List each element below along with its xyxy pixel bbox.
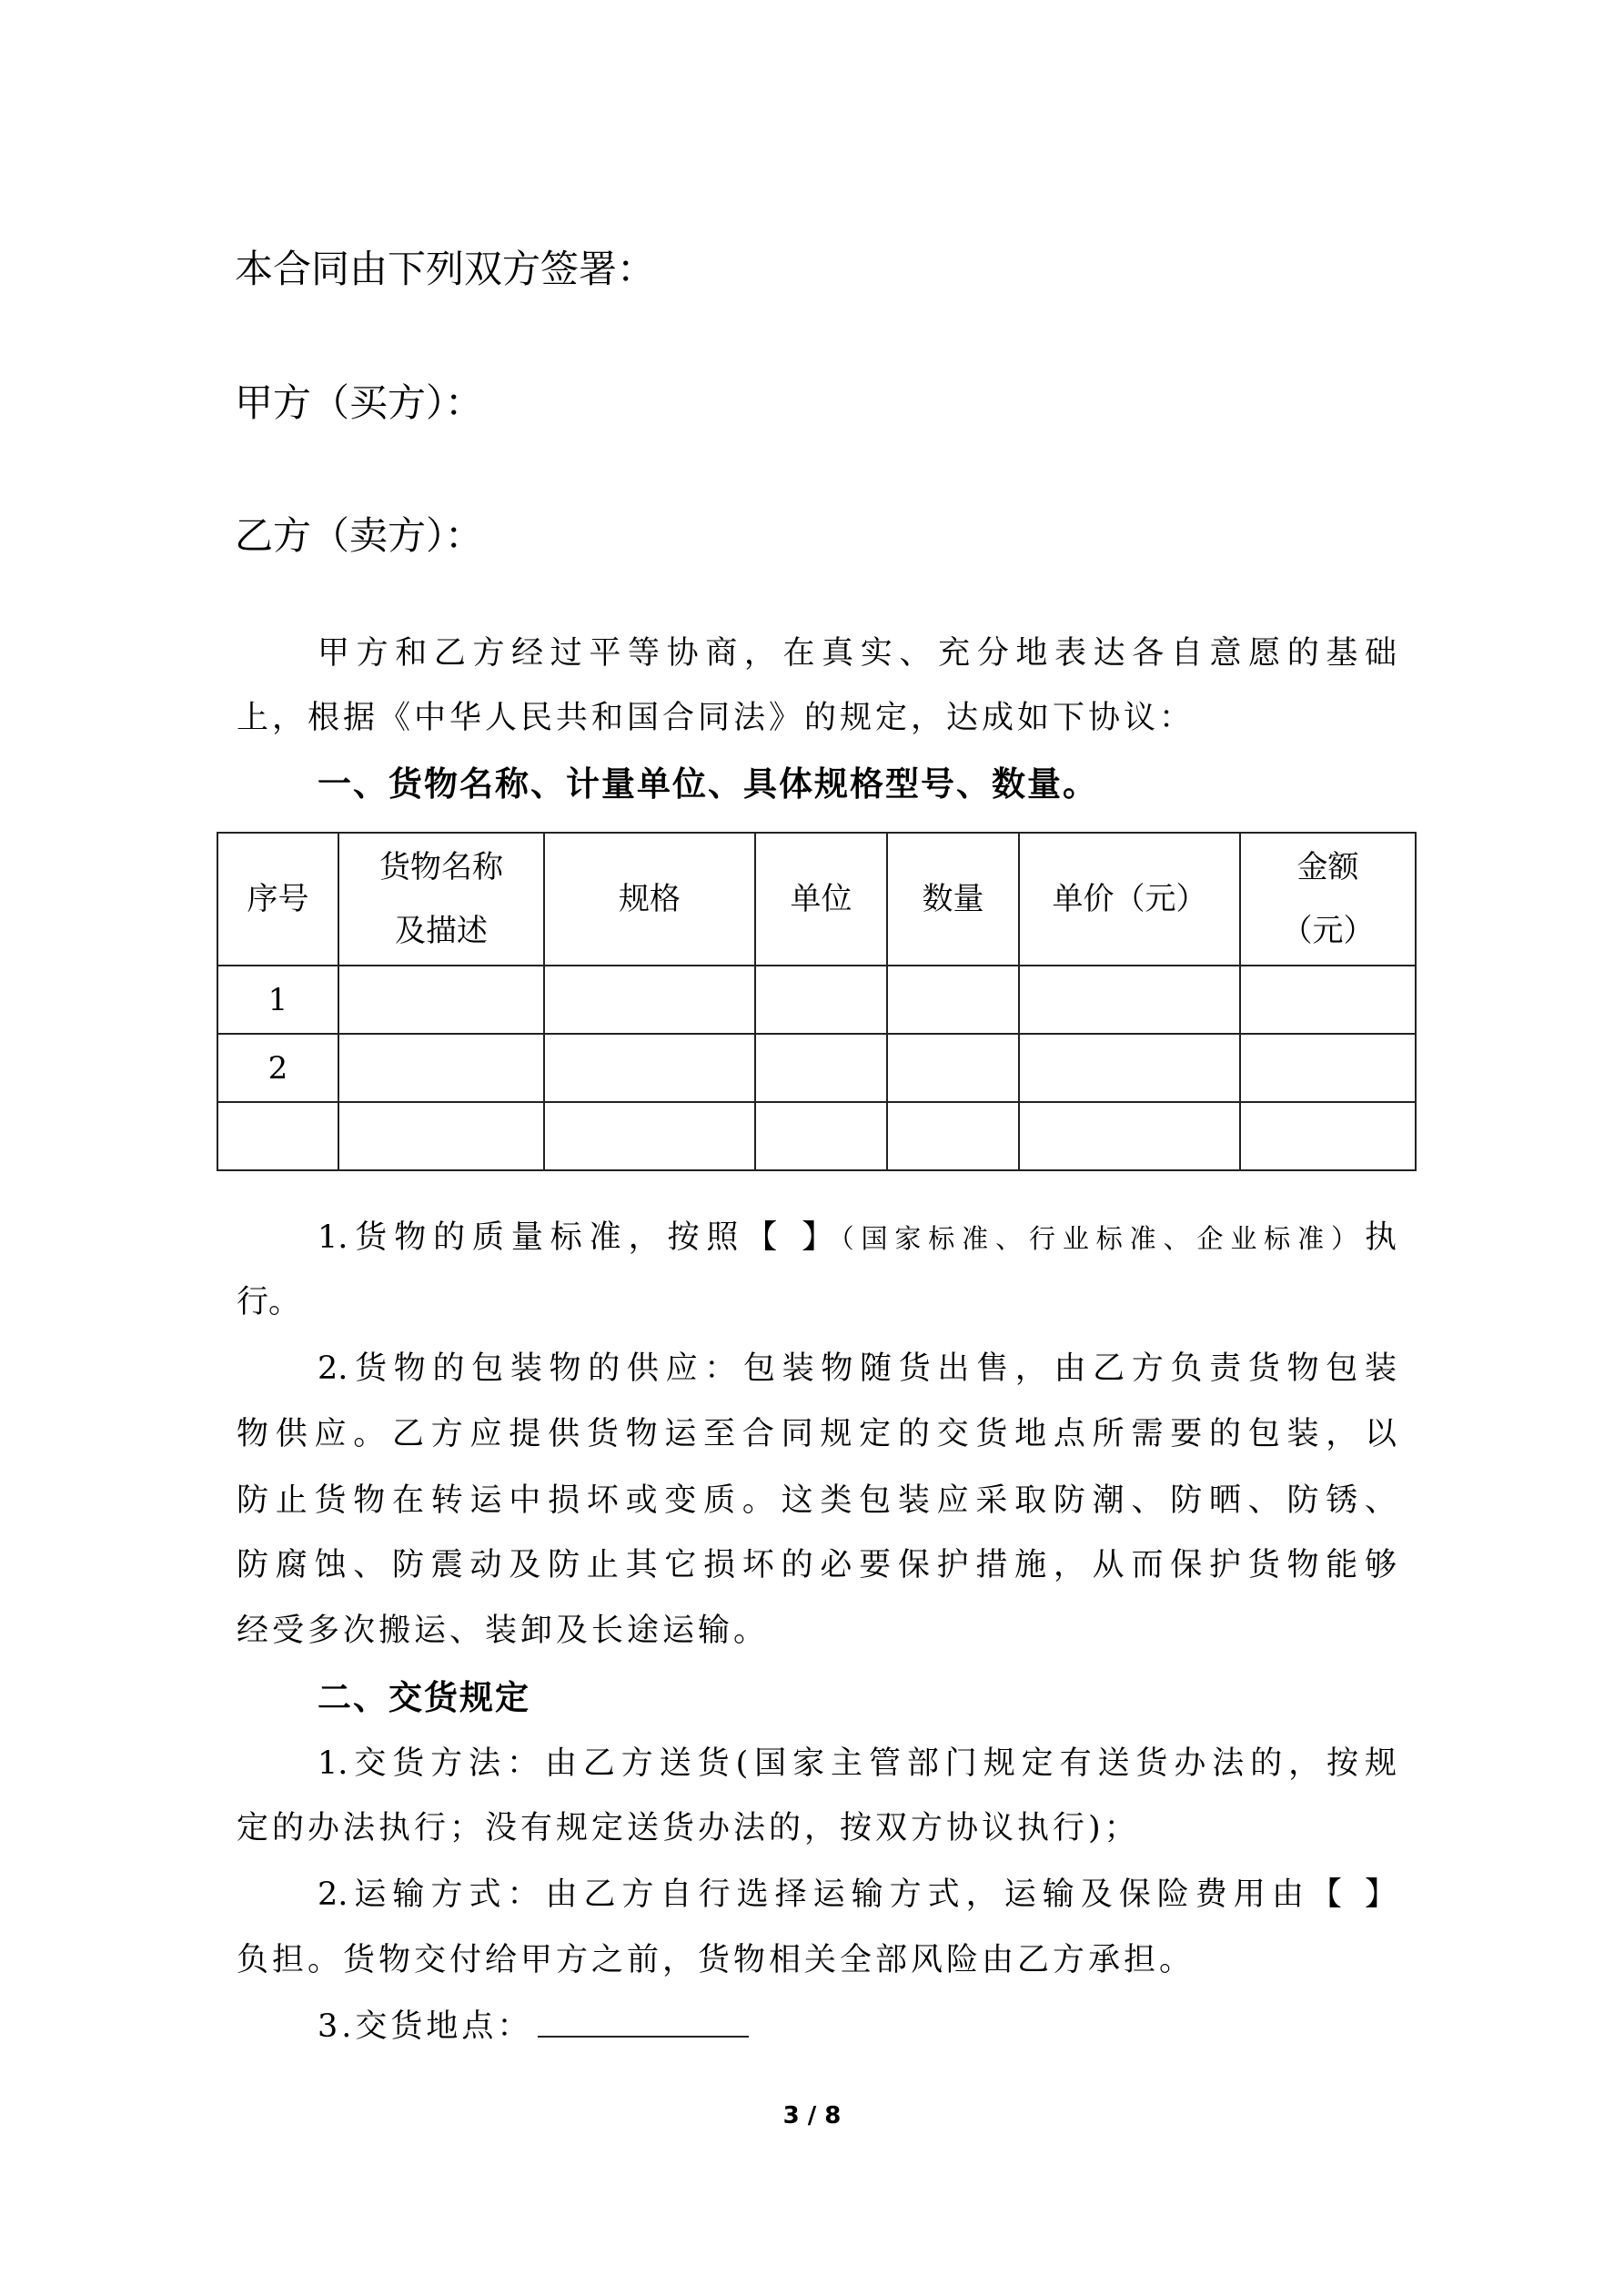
table-row	[217, 1102, 1416, 1170]
table-header-row	[217, 833, 1416, 966]
header-cell-quantity: 数量	[887, 833, 1019, 966]
clause-line: 防腐蚀、防震动及防止其它损坏的必要保护措施，从而保护货物能够	[237, 1547, 1397, 1583]
party-b-label: 乙方（卖方）：	[235, 513, 484, 558]
clause-line: 行。	[237, 1284, 301, 1320]
cell-unit[interactable]	[755, 1102, 887, 1170]
clause-line: 经受多次搬运、装卸及长途运输。	[237, 1613, 770, 1649]
cell-quantity[interactable]	[887, 966, 1019, 1034]
cell-spec[interactable]	[544, 966, 755, 1034]
clause-line: 负担。货物交付给甲方之前，货物相关全部风险由乙方承担。	[237, 1942, 1195, 1978]
standard-options: （国家标准、行业标准、企业标准）	[841, 1223, 1365, 1254]
party-a-label: 甲方（买方）：	[235, 380, 484, 425]
clause-line: 定的办法执行；没有规定送货办法的，按双方协议执行)；	[237, 1810, 1140, 1846]
delivery-location-clause	[318, 2001, 749, 2052]
preamble-line: 上，根据《中华人民共和国合同法》的规定，达成如下协议：	[237, 700, 1195, 736]
header-cell-unit: 单位	[755, 833, 887, 966]
delivery-location-blank[interactable]	[538, 2001, 749, 2038]
header-cell-spec: 规格	[544, 833, 755, 966]
header-cell-unit-price: 单价（元）	[1019, 833, 1240, 966]
cell-name[interactable]	[338, 1102, 544, 1170]
section2-heading: 二、交货规定	[318, 1678, 530, 1717]
cell-quantity[interactable]	[887, 1034, 1019, 1102]
clause-line: 1.交货方法：由乙方送货(国家主管部门规定有送货办法的，按规	[318, 1745, 1397, 1782]
signing-intro: 本合同由下列双方签署：	[235, 247, 656, 291]
cell-index[interactable]: 1	[217, 966, 338, 1034]
cell-amount[interactable]	[1240, 1102, 1416, 1170]
cell-name[interactable]	[338, 1034, 544, 1102]
cell-index[interactable]	[217, 1102, 338, 1170]
preamble-line: 甲方和乙方经过平等协商，在真实、充分地表达各自意愿的基础	[318, 635, 1397, 672]
cell-spec[interactable]	[544, 1034, 755, 1102]
header-cell-amount: 金额 （元）	[1240, 833, 1416, 966]
clause-line: 2.货物的包装物的供应：包装物随货出售，由乙方负责货物包装	[318, 1350, 1397, 1387]
cell-quantity[interactable]	[887, 1102, 1019, 1170]
page-number: 3 / 8	[782, 2102, 842, 2129]
cell-amount[interactable]	[1240, 1034, 1416, 1102]
section1-heading: 一、货物名称、计量单位、具体规格型号、数量。	[318, 764, 1098, 804]
table-row	[217, 1034, 1416, 1102]
clause-line: 2.运输方式：由乙方自行选择运输方式，运输及保险费用由【 】	[318, 1876, 1397, 1913]
cell-amount[interactable]	[1240, 966, 1416, 1034]
goods-table	[217, 832, 1417, 1171]
cell-spec[interactable]	[544, 1102, 755, 1170]
cell-unit-price[interactable]	[1019, 1034, 1240, 1102]
cell-name[interactable]	[338, 966, 544, 1034]
clause-line: 物供应。乙方应提供货物运至合同规定的交货地点所需要的包装，以	[237, 1416, 1397, 1452]
header-cell-name: 货物名称 及描述	[338, 833, 544, 966]
clause-line: 防止货物在转运中损坏或变质。这类包装应采取防潮、防晒、防锈、	[237, 1482, 1397, 1519]
cell-unit-price[interactable]	[1019, 966, 1240, 1034]
clause-line: 1.货物的质量标准，按照【 】（国家标准、行业标准、企业标准）执	[318, 1219, 1397, 1256]
cell-unit[interactable]	[755, 966, 887, 1034]
delivery-location-label: 3.交货地点：	[318, 2008, 533, 2045]
cell-unit[interactable]	[755, 1034, 887, 1102]
cell-unit-price[interactable]	[1019, 1102, 1240, 1170]
header-cell-index: 序号	[217, 833, 338, 966]
table-row	[217, 966, 1416, 1034]
cell-index[interactable]: 2	[217, 1034, 338, 1102]
